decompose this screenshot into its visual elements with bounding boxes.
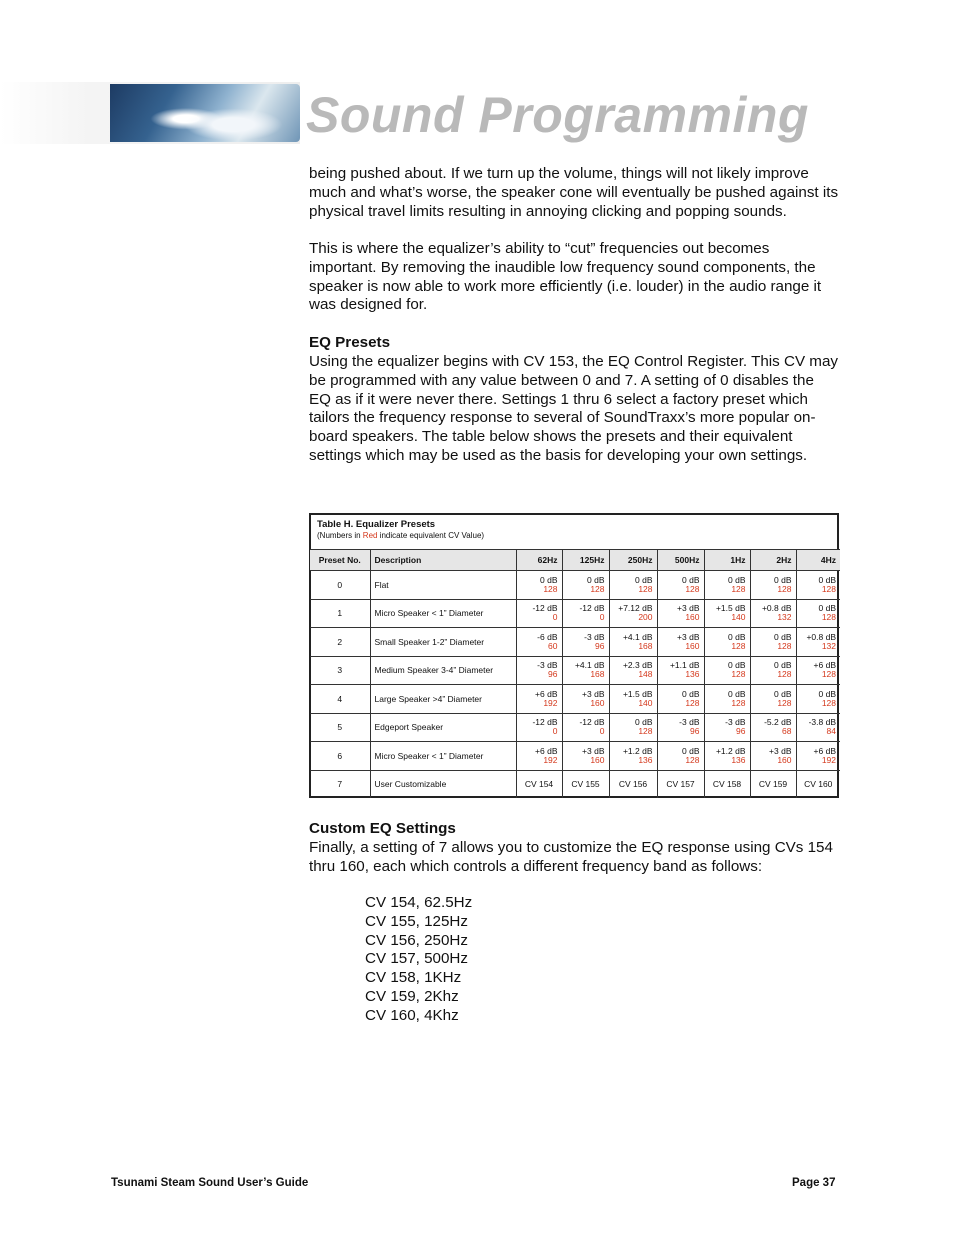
cv-value: 128 — [731, 640, 746, 651]
cv-value: 192 — [543, 697, 558, 708]
eq-value-cell — [750, 742, 796, 771]
cv-value: 140 — [638, 697, 653, 708]
table-header-cell: 125Hz — [562, 550, 609, 571]
eq-value-cell — [609, 599, 657, 628]
cv-value: 96 — [736, 726, 746, 737]
preset-number-cell: 3 — [310, 656, 370, 685]
eq-value-cell — [796, 628, 840, 657]
eq-value-cell — [609, 656, 657, 685]
custom-cv-cell: CV 157 — [657, 770, 704, 798]
eq-value-cell — [562, 571, 609, 600]
db-value: +6 dB — [535, 688, 558, 699]
db-value: 0 dB — [774, 660, 792, 671]
eq-value-cell — [796, 656, 840, 685]
db-value: -12 dB — [532, 717, 558, 728]
cv-value: 148 — [638, 669, 653, 680]
footer-page-number: Page 37 — [792, 1177, 836, 1189]
db-value: 0 dB — [587, 574, 605, 585]
table-header-cell: 500Hz — [657, 550, 704, 571]
cv-value: 128 — [638, 726, 653, 737]
eq-value-cell — [516, 713, 562, 742]
db-value: 0 dB — [728, 688, 746, 699]
table-row — [310, 628, 840, 657]
db-value: 0 dB — [682, 745, 700, 756]
table-header-cell: 62Hz — [516, 550, 562, 571]
db-value: 0 dB — [818, 688, 836, 699]
cv-value: 168 — [638, 640, 653, 651]
db-value: 0 dB — [540, 574, 558, 585]
cv-value: 96 — [548, 669, 558, 680]
custom-eq-text: Finally, a setting of 7 allows you to customize the EQ response using CVs 154 thru 160, each which controls a different frequency band as follows: — [309, 839, 833, 875]
eq-value-cell — [704, 599, 750, 628]
eq-value-cell — [796, 571, 840, 600]
eq-value-cell — [750, 571, 796, 600]
table-row-custom — [310, 770, 840, 798]
eq-value-cell — [796, 599, 840, 628]
cv-value: 128 — [821, 612, 836, 623]
eq-value-cell — [657, 742, 704, 771]
db-value: 0 dB — [818, 574, 836, 585]
cv-value: 132 — [777, 612, 792, 623]
eq-value-cell — [609, 628, 657, 657]
db-value: -3 dB — [584, 631, 605, 642]
custom-cv-cell: CV 155 — [562, 770, 609, 798]
cv-value: 84 — [826, 726, 836, 737]
cv-value: 0 — [552, 612, 558, 623]
eq-value-cell — [516, 656, 562, 685]
list-item: CV 156, 250Hz — [365, 931, 468, 949]
eq-value-cell — [562, 713, 609, 742]
table-row — [310, 656, 840, 685]
db-value: +7.12 dB — [618, 603, 653, 614]
db-value: -5.2 dB — [764, 717, 792, 728]
list-item: CV 158, 1KHz — [365, 969, 462, 987]
eq-value-cell — [609, 685, 657, 714]
table-header-cell: 1Hz — [704, 550, 750, 571]
cv-value: 136 — [685, 669, 700, 680]
db-value: +1.2 dB — [622, 745, 653, 756]
table-title: Table H. Equalizer Presets — [317, 519, 436, 530]
eq-value-cell — [750, 685, 796, 714]
description-cell: Edgeport Speaker — [370, 713, 516, 742]
db-value: +0.8 dB — [761, 603, 792, 614]
list-item: CV 160, 4Khz — [365, 1006, 459, 1024]
list-item: CV 157, 500Hz — [365, 950, 468, 968]
eq-value-cell — [750, 628, 796, 657]
db-value: -3.8 dB — [808, 717, 836, 728]
db-value: +3 dB — [677, 631, 700, 642]
cv-value: 128 — [685, 583, 700, 594]
eq-value-cell — [704, 685, 750, 714]
cv-value: 140 — [731, 612, 746, 623]
db-value: 0 dB — [774, 574, 792, 585]
eq-value-cell — [562, 656, 609, 685]
eq-value-cell — [657, 713, 704, 742]
db-value: +4.1 dB — [622, 631, 653, 642]
eq-value-cell — [704, 656, 750, 685]
custom-eq-heading: Custom EQ Settings — [309, 820, 456, 837]
wave-logo-image — [110, 84, 300, 142]
db-value: +3 dB — [582, 745, 605, 756]
cv-value: 0 — [599, 726, 605, 737]
list-item: CV 155, 125Hz — [365, 912, 468, 930]
eq-value-cell — [609, 742, 657, 771]
eq-value-cell — [657, 628, 704, 657]
table-note — [317, 531, 484, 540]
cv-value: 128 — [638, 583, 653, 594]
cv-value: 96 — [595, 640, 605, 651]
eq-value-cell — [609, 571, 657, 600]
cv-value: 128 — [821, 583, 836, 594]
db-value: 0 dB — [682, 574, 700, 585]
db-value: +0.8 dB — [806, 631, 836, 642]
db-value: -6 dB — [537, 631, 558, 642]
db-value: +3 dB — [769, 745, 792, 756]
db-value: -3 dB — [537, 660, 558, 671]
db-value: -12 dB — [532, 603, 558, 614]
table-header-cell: 4Hz — [796, 550, 840, 571]
cv-value: 0 — [599, 612, 605, 623]
db-value: -3 dB — [679, 717, 700, 728]
preset-number-cell: 1 — [310, 599, 370, 628]
db-value: +2.3 dB — [622, 660, 653, 671]
description-cell: User Customizable — [370, 770, 516, 798]
table-row — [310, 599, 840, 628]
description-cell: Micro Speaker < 1” Diameter — [370, 742, 516, 771]
eq-value-cell — [657, 571, 704, 600]
cv-value: 68 — [782, 726, 792, 737]
db-value: 0 dB — [635, 574, 653, 585]
cv-value: 96 — [690, 726, 700, 737]
custom-cv-cell: CV 160 — [804, 779, 833, 790]
cv-value: 128 — [777, 697, 792, 708]
eq-value-cell — [562, 599, 609, 628]
custom-cv-cell: CV 158 — [704, 770, 750, 798]
db-value: 0 dB — [635, 717, 653, 728]
eq-presets-text: Using the equalizer begins with CV 153, the EQ Control Register. This CV may be programmed with any value between 0 and 7. A setting of 0 disables the EQ as if it were never there. Settings 1 thru 6 select a factory preset which tailors the frequency response to several of SoundTraxx’s more popular on-board speakers. The table below shows the presets and their equivalent settings which may be used as the basis for developing your own settings. — [309, 353, 839, 464]
cv-value: 160 — [590, 697, 605, 708]
paragraph-2: This is where the equalizer’s ability to “cut” frequencies out becomes important. By removing the inaudible low frequency sound components, the speaker is now able to work more efficiently (i.e. louder) in the audio range it was designed for. — [309, 240, 822, 314]
cv-value: 160 — [777, 754, 792, 765]
db-value: +1.2 dB — [715, 745, 746, 756]
eq-value-cell — [657, 685, 704, 714]
cv-value: 136 — [638, 754, 653, 765]
cv-value: 128 — [777, 640, 792, 651]
description-cell: Medium Speaker 3-4” Diameter — [370, 656, 516, 685]
equalizer-presets-table — [309, 513, 839, 798]
cv-value: 160 — [685, 612, 700, 623]
db-value: +6 dB — [813, 660, 836, 671]
table-note-suffix: indicate equivalent CV Value) — [377, 531, 485, 540]
cv-value: 128 — [821, 697, 836, 708]
preset-number-cell: 4 — [310, 685, 370, 714]
cv-value: 192 — [543, 754, 558, 765]
eq-value-cell — [704, 571, 750, 600]
eq-value-cell — [657, 656, 704, 685]
eq-value-cell — [516, 571, 562, 600]
eq-value-cell — [796, 713, 840, 742]
table-header-cell: Preset No. — [310, 550, 370, 571]
db-value: 0 dB — [728, 660, 746, 671]
db-value: +6 dB — [813, 745, 836, 756]
db-value: +3 dB — [582, 688, 605, 699]
cv-value: 128 — [731, 697, 746, 708]
db-value: 0 dB — [682, 688, 700, 699]
eq-value-cell — [796, 742, 840, 771]
eq-value-cell — [516, 742, 562, 771]
cv-value: 128 — [821, 669, 836, 680]
cv-value: 128 — [777, 583, 792, 594]
db-value: +1.5 dB — [715, 603, 746, 614]
db-value: -12 dB — [579, 717, 605, 728]
description-cell: Large Speaker >4” Diameter — [370, 685, 516, 714]
db-value: 0 dB — [728, 574, 746, 585]
db-value: -12 dB — [579, 603, 605, 614]
cv-value: 0 — [552, 726, 558, 737]
db-value: +4.1 dB — [574, 660, 605, 671]
preset-number-cell: 2 — [310, 628, 370, 657]
list-item: CV 159, 2Khz — [365, 987, 459, 1005]
description-cell: Small Speaker 1-2” Diameter — [370, 628, 516, 657]
eq-value-cell — [796, 685, 840, 714]
preset-number-cell: 5 — [310, 713, 370, 742]
cv-value: 128 — [731, 583, 746, 594]
eq-value-cell — [562, 685, 609, 714]
cv-value: 128 — [685, 754, 700, 765]
eq-value-cell — [750, 713, 796, 742]
table-header-cell: 2Hz — [750, 550, 796, 571]
cv-value: 136 — [731, 754, 746, 765]
table-note-prefix: (Numbers in — [317, 531, 363, 540]
cv-value: 128 — [590, 583, 605, 594]
paragraph-1: being pushed about. If we turn up the volume, things will not likely improve much and what’s worse, the speaker cone will eventually be pushed against its physical travel limits resulting in annoying clicking and popping sounds. — [309, 165, 839, 220]
db-value: 0 dB — [818, 603, 836, 614]
table-header-cell: Description — [370, 550, 516, 571]
eq-value-cell — [750, 656, 796, 685]
table-row — [310, 685, 840, 714]
table-note-red: Red — [362, 531, 378, 540]
description-cell: Micro Speaker < 1” Diameter — [370, 599, 516, 628]
footer-guide-title: Tsunami Steam Sound User’s Guide — [111, 1177, 309, 1189]
eq-value-cell — [562, 628, 609, 657]
page-title: Sound Programming — [306, 87, 809, 143]
eq-value-cell — [750, 599, 796, 628]
custom-cv-cell: CV 159 — [750, 770, 796, 798]
eq-value-cell — [516, 599, 562, 628]
cv-value: 160 — [590, 754, 605, 765]
cv-value: 60 — [548, 640, 558, 651]
table-header-row — [310, 550, 840, 571]
table-row — [310, 713, 840, 742]
db-value: +1.5 dB — [622, 688, 653, 699]
table-row — [310, 571, 840, 600]
eq-table — [310, 549, 840, 798]
table-row — [310, 742, 840, 771]
description-cell: Flat — [370, 571, 516, 600]
cv-value: 200 — [638, 612, 653, 623]
eq-value-cell — [516, 685, 562, 714]
eq-value-cell — [704, 628, 750, 657]
table-header-cell: 250Hz — [609, 550, 657, 571]
eq-value-cell — [562, 742, 609, 771]
eq-value-cell — [516, 628, 562, 657]
db-value: +3 dB — [677, 603, 700, 614]
cv-frequency-list — [365, 894, 472, 1026]
preset-number-cell: 7 — [310, 770, 370, 798]
cv-value: 128 — [685, 697, 700, 708]
eq-value-cell — [704, 742, 750, 771]
table-caption — [317, 519, 484, 540]
cv-value: 132 — [821, 640, 836, 651]
cv-value: 192 — [821, 754, 836, 765]
cv-value: 128 — [731, 669, 746, 680]
list-item: CV 154, 62.5Hz — [365, 894, 473, 911]
db-value: 0 dB — [728, 631, 746, 642]
cv-value: 160 — [685, 640, 700, 651]
db-value: 0 dB — [774, 631, 792, 642]
eq-value-cell — [704, 713, 750, 742]
custom-cv-cell: CV 154 — [516, 770, 562, 798]
db-value: 0 dB — [774, 688, 792, 699]
eq-presets-heading: EQ Presets — [309, 334, 391, 351]
cv-value: 168 — [590, 669, 605, 680]
db-value: +6 dB — [535, 745, 558, 756]
custom-cv-cell: CV 156 — [609, 770, 657, 798]
db-value: -3 dB — [725, 717, 746, 728]
db-value: +1.1 dB — [669, 660, 700, 671]
cv-value: 128 — [777, 669, 792, 680]
preset-number-cell: 6 — [310, 742, 370, 771]
cv-value: 128 — [543, 583, 558, 594]
preset-number-cell: 0 — [310, 571, 370, 600]
eq-value-cell — [609, 713, 657, 742]
eq-value-cell — [657, 599, 704, 628]
